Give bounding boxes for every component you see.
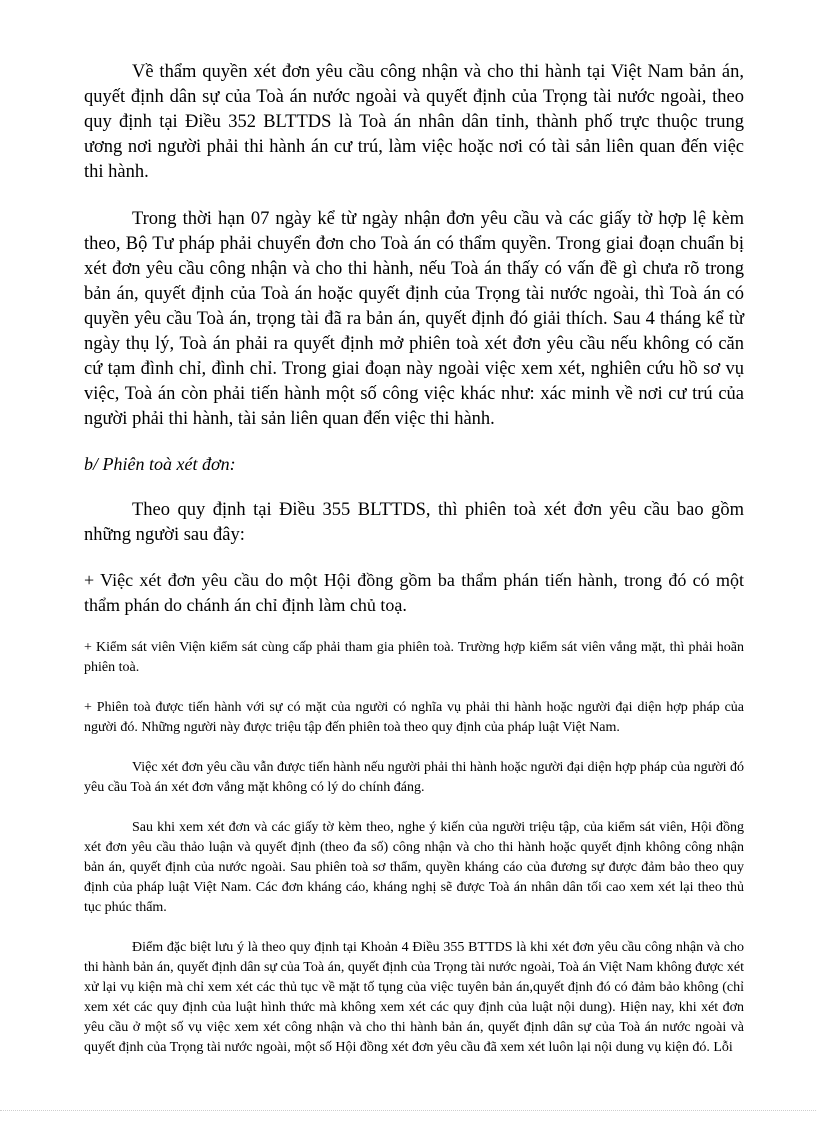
document-page	[84, 60, 744, 1058]
paragraph-timeline: Trong thời hạn 07 ngày kể từ ngày nhận đơn yêu cầu và các giấy tờ hợp lệ kèm theo, Bộ Tư pháp phải chuyển đơn cho Toà án có thẩm quyền. Trong giai đoạn chuẩn bị xét đơn yêu cầu công nhận và cho thi hành, nếu Toà án thấy có vấn đề gì chưa rõ trong bản án, quyết định của Toà án hoặc quyết định của Trọng tài nước ngoài, thì Toà án có quyền yêu cầu Toà án, trọng tài đã ra bản án, quyết định đó giải thích. Sau 4 tháng kể từ ngày thụ lý, Toà án phải ra quyết định mở phiên toà xét đơn yêu cầu nếu không có căn cứ tạm đình chỉ, đình chỉ. Trong giai đoạn này ngoài việc xem xét, nghiên cứu hồ sơ vụ việc, Toà án còn phải tiến hành một số công việc khác như: xác minh về nơi cư trú của người phải thi hành, tài sản liên quan đến việc thi hành.	[84, 209, 744, 429]
section-heading-hearing: b/ Phiên toà xét đơn:	[84, 454, 236, 474]
bullet-council: + Việc xét đơn yêu cầu do một Hội đồng gồm ba thẩm phán tiến hành, trong đó có một thẩm phán do chánh án chỉ định làm chủ toạ.	[84, 570, 744, 615]
bullet-attendance: + Phiên toà được tiến hành với sự có mặt của người có nghĩa vụ phải thi hành hoặc người đại diện hợp pháp của người đó. Những người này được triệu tập đến phiên toà theo quy định của pháp luật Việt Nam.	[84, 700, 744, 735]
paragraph-absence: Việc xét đơn yêu cầu vẫn được tiến hành nếu người phải thi hành hoặc người đại diện hợp pháp của người đó yêu cầu Toà án xét đơn vắng mặt không có lý do chính đáng.	[84, 760, 744, 795]
paragraph-decision: Sau khi xem xét đơn và các giấy tờ kèm theo, nghe ý kiến của người triệu tập, của kiểm sát viên, Hội đồng xét đơn yêu cầu thảo luận và quyết định (theo đa số) công nhận và cho thi hành hoặc quyết định không công nhận bản án, quyết định của nước ngoài. Sau phiên toà sơ thẩm, quyền kháng cáo của đương sự được đảm bảo theo quy định của pháp luật Việt Nam. Các đơn kháng cáo, kháng nghị sẽ được Toà án nhân dân tối cao xem xét lại theo thủ tục phúc thẩm.	[84, 820, 744, 915]
paragraph-special-note: Điểm đặc biệt lưu ý là theo quy định tại Khoản 4 Điều 355 BTTDS là khi xét đơn yêu cầu công nhận và cho thi hành bản án, quyết định dân sự của Toà án, quyết định của Trọng tài nước ngoài, Toà án Việt Nam không được xét xử lại vụ kiện mà chỉ xem xét các thủ tục về mặt tố tụng của việc tuyên bản án,quyết định đó có đảm bảo không (chỉ xem xét các quy định của luật hình thức mà không xem xét các quy định của luật nội dung). Hiện nay, khi xét đơn yêu cầu ở một số vụ việc xem xét công nhận và cho thi hành bản án, quyết định dân sự của Toà án nước ngoài và quyết định của Trọng tài nước ngoài, một số Hội đồng xét đơn yêu cầu đã xem xét luôn lại nội dung vụ kiện đó. Lỗi	[84, 940, 744, 1055]
page-bottom-divider	[0, 1110, 816, 1111]
paragraph-jurisdiction: Về thẩm quyền xét đơn yêu cầu công nhận và cho thi hành tại Việt Nam bản án, quyết định dân sự của Toà án nước ngoài và quyết định của Trọng tài nước ngoài, theo quy định tại Điều 352 BLTTDS là Toà án nhân dân tỉnh, thành phố trực thuộc trung ương nơi người phải thi hành án cư trú, làm việc hoặc nơi có tài sản liên quan đến việc thi hành.	[84, 62, 744, 182]
bullet-prosecutor: + Kiểm sát viên Viện kiểm sát cùng cấp phải tham gia phiên toà. Trường hợp kiểm sát viên vắng mặt, thì phải hoãn phiên toà.	[84, 640, 744, 675]
paragraph-participants-intro: Theo quy định tại Điều 355 BLTTDS, thì phiên toà xét đơn yêu cầu bao gồm những người sau đây:	[84, 500, 744, 545]
